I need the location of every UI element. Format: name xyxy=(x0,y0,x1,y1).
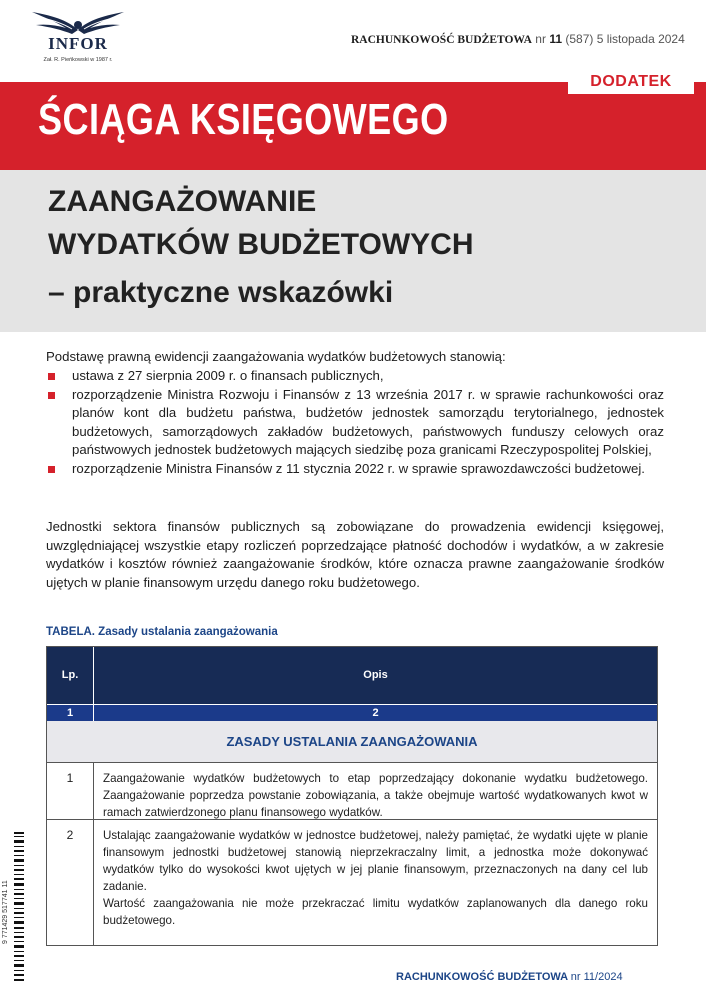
column-header-lp: Lp. xyxy=(47,647,94,704)
body-paragraph: Jednostki sektora finansów publicznych są zobowiązane do prowadzenia ewidencji księgowej, uwzględniającej wszystkie etapy rozliczeń poprzedzające płatność dochodów i wydatków, a w zakresie wydatków i kosztów również zaangażowanie środków, które oznacza prawne zaangażowanie środków ujętych w planie finansowym urzędu danego roku budżetowego. xyxy=(46,519,664,590)
row-description-part-2: Wartość zaangażowania nie może przekraczać limitu wydatków zaplanowanych dla danego roku budżetowego. xyxy=(103,897,648,927)
table-header xyxy=(47,647,657,704)
logo-wordmark: INFOR xyxy=(48,34,108,53)
page-footer xyxy=(396,971,623,983)
footer-publication: RACHUNKOWOŚĆ BUDŻETOWA xyxy=(396,971,568,983)
table-caption: TABELA. Zasady ustalania zaangażowania xyxy=(46,626,278,638)
issue-nr-value: 11 xyxy=(549,32,562,46)
legal-basis-list xyxy=(46,367,664,478)
subtitle-line-1: ZAANGAŻOWANIE xyxy=(48,185,317,218)
rules-table xyxy=(46,646,658,946)
table-section-title: ZASADY USTALANIA ZAANGAŻOWANIA xyxy=(47,721,657,763)
list-item xyxy=(46,367,664,386)
column-number-1: 1 xyxy=(47,705,94,721)
issue-nr-label: nr xyxy=(535,32,546,46)
list-item xyxy=(46,460,664,479)
issue-date: 5 listopada 2024 xyxy=(596,32,685,46)
subtitle-line-2: WYDATKÓW BUDŻETOWYCH xyxy=(48,228,474,261)
bullet-icon xyxy=(48,392,55,399)
list-item-text: rozporządzenie Ministra Finansów z 11 stycznia 2022 r. w sprawie sprawozdawczości budżetowej. xyxy=(72,460,645,476)
footer-issue: nr 11/2024 xyxy=(570,971,623,983)
infor-logo xyxy=(26,8,136,70)
page-title: ŚCIĄGA KSIĘGOWEGO xyxy=(38,95,449,144)
table-row xyxy=(47,763,657,820)
table-row xyxy=(47,820,657,945)
list-item-text: rozporządzenie Ministra Rozwoju i Finansów z 13 września 2017 r. w sprawie rachunkowości oraz planów kont dla budżetu państwa, budżetów jednostek samorządu terytorialnego, jednostek budżetowych, samorządowych zakładów budżetowych, państwowych funduszy celowych oraz państwowych jednostek budżetowych mających siedzibę poza granicami Rzeczypospolitej Polskiej, xyxy=(72,386,664,457)
subtitle-line-3: – praktyczne wskazówki xyxy=(48,276,394,309)
supplement-badge: DODATEK xyxy=(568,70,694,94)
row-number: 2 xyxy=(47,820,94,945)
logo-subtitle: Zał. R. Pieńkowski w 1987 r. xyxy=(43,57,113,63)
issue-total: (587) xyxy=(565,32,594,46)
list-item xyxy=(46,386,664,460)
row-description xyxy=(103,827,648,929)
bullet-icon xyxy=(48,373,55,380)
eagle-icon xyxy=(26,8,130,36)
row-number: 1 xyxy=(47,763,94,819)
bullet-icon xyxy=(48,466,55,473)
column-header-opis: Opis xyxy=(363,669,388,681)
list-item-text: ustawa z 27 sierpnia 2009 r. o finansach publicznych, xyxy=(72,368,384,383)
publication-name: RACHUNKOWOŚĆ BUDŻETOWA xyxy=(351,34,532,46)
column-number-2: 2 xyxy=(372,707,379,719)
barcode-number: 9 771429 517741 11 xyxy=(2,880,9,944)
column-number-row xyxy=(47,704,657,721)
issue-number xyxy=(535,32,596,46)
row-description-part-1: Ustalając zaangażowanie wydatków w jednostce budżetowej, należy pamiętać, że wydatki ujęte w planie finansowym jednostki budżetowej stanowią nieprzekraczalny limit, a jednostka może dokonywać wydatków tylko do wysokości kwot ujętych w jej planie finansowym, przeznaczonych na dany cel lub zadanie. xyxy=(103,829,648,893)
row-description: Zaangażowanie wydatków budżetowych to etap poprzedzający dokonanie wydatku budżetowego. Zaangażowanie poprzedza powstanie zobowiązania, a także obejmuje wartość wydatkowanych kwot w ramach zatwierdzonego planu finansowego wydatków. xyxy=(103,772,648,819)
issue-info xyxy=(351,32,685,46)
intro-text: Podstawę prawną ewidencji zaangażowania wydatków budżetowych stanowią: xyxy=(46,349,506,364)
